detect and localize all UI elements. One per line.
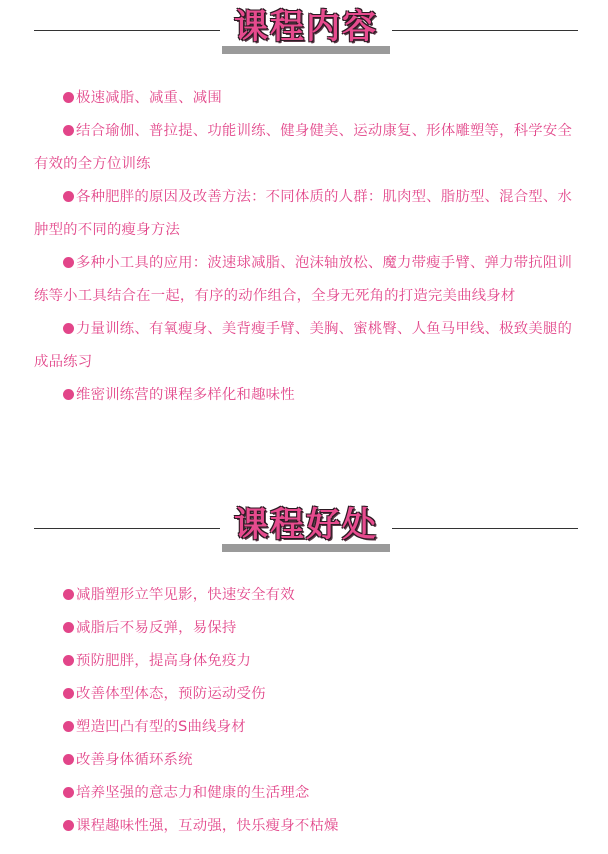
list-item — [34, 678, 579, 711]
list-item-text: 极速减脂、减重、减围 — [76, 90, 222, 106]
bullet-dot-icon — [63, 389, 74, 400]
divider-line-right — [392, 30, 578, 31]
list-item — [34, 247, 579, 313]
list-item-text: 塑造凹凸有型的S曲线身材 — [76, 719, 246, 735]
list-item — [34, 711, 579, 744]
list-item — [34, 82, 579, 115]
list-item — [34, 810, 579, 843]
list-item-text: 多种小工具的应用：波速球减脂、泡沫轴放松、魔力带瘦手臂、弹力带抗阻训练等小工具结合在一起，有序的动作组合，全身无死角的打造完美曲线身材 — [34, 255, 573, 304]
bullet-dot-icon — [63, 622, 74, 633]
divider-line-left — [34, 528, 220, 529]
list-item-text: 改善身体循环系统 — [76, 752, 193, 768]
bullet-dot-icon — [63, 655, 74, 666]
list-item — [34, 313, 579, 379]
list-item — [34, 115, 579, 181]
bullet-dot-icon — [63, 754, 74, 765]
list-item-text: 结合瑜伽、普拉提、功能训练、健身健美、运动康复、形体雕塑等，科学安全有效的全方位训练 — [34, 123, 573, 172]
list-item-text: 课程趣味性强，互动强，快乐瘦身不枯燥 — [76, 818, 339, 834]
bullet-dot-icon — [63, 688, 74, 699]
list-item-text: 维密训练营的课程多样化和趣味性 — [76, 387, 295, 403]
bullet-dot-icon — [63, 787, 74, 798]
section-title: 课程内容 — [234, 7, 378, 47]
list-item — [34, 645, 579, 678]
course-benefits-list — [34, 579, 579, 843]
list-item — [34, 181, 579, 247]
bullet-dot-icon — [63, 323, 74, 334]
list-item-text: 力量训练、有氧瘦身、美背瘦手臂、美胸、蜜桃臀、人鱼马甲线、极致美腿的成品练习 — [34, 321, 573, 370]
list-item-text: 各种肥胖的原因及改善方法：不同体质的人群：肌肉型、脂肪型、混合型、水肿型的不同的瘦身方法 — [34, 189, 573, 238]
bullet-dot-icon — [63, 191, 74, 202]
section-title: 课程好处 — [234, 505, 378, 545]
section-header-course-content — [0, 2, 608, 58]
bullet-dot-icon — [63, 92, 74, 103]
list-item-text: 减脂塑形立竿见影，快速安全有效 — [76, 587, 295, 603]
list-item — [34, 744, 579, 777]
list-item — [34, 612, 579, 645]
divider-line-right — [392, 528, 578, 529]
course-content-list — [34, 82, 579, 412]
list-item — [34, 379, 579, 412]
list-item-text: 减脂后不易反弹，易保持 — [76, 620, 237, 636]
bullet-dot-icon — [63, 125, 74, 136]
section-header-course-benefits — [0, 500, 608, 556]
list-item — [34, 579, 579, 612]
section-title-wrap — [220, 500, 392, 556]
list-item-text: 预防肥胖，提高身体免疫力 — [76, 653, 252, 669]
bullet-dot-icon — [63, 257, 74, 268]
list-item-text: 培养坚强的意志力和健康的生活理念 — [76, 785, 310, 801]
section-title-wrap — [220, 2, 392, 58]
bullet-dot-icon — [63, 721, 74, 732]
list-item — [34, 777, 579, 810]
bullet-dot-icon — [63, 820, 74, 831]
list-item-text: 改善体型体态，预防运动受伤 — [76, 686, 266, 702]
divider-line-left — [34, 30, 220, 31]
bullet-dot-icon — [63, 589, 74, 600]
